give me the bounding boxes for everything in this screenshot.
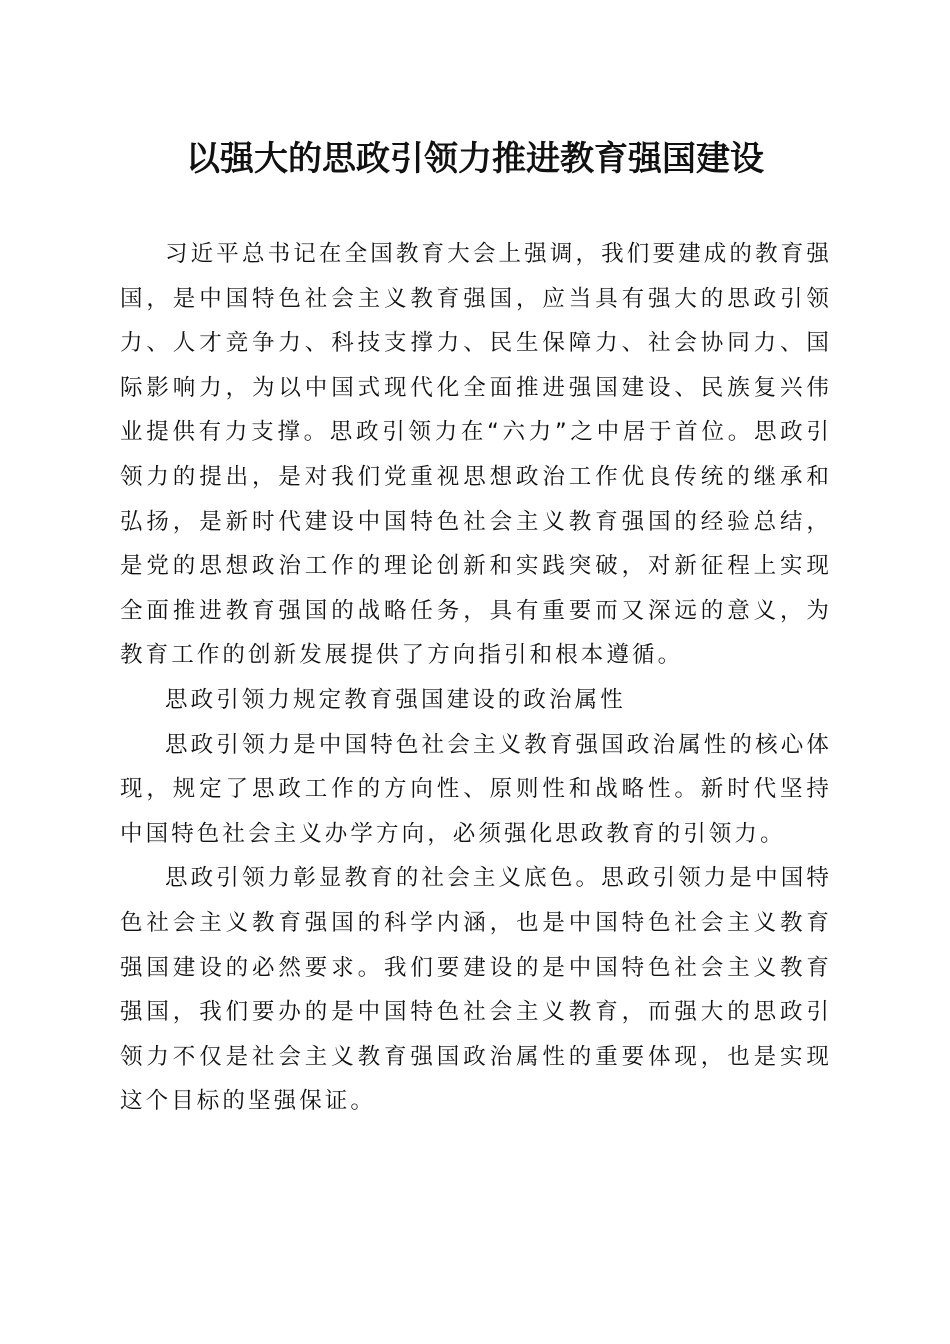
section-heading: 思政引领力规定教育强国建设的政治属性 [165, 686, 626, 713]
paragraph-socialist-character: 思政引领力彰显教育的社会主义底色。思政引领力是中国特色社会主义教育强国的科学内涵，也是中国特色社会主义教育强国建设的必然要求。我们要建设的是中国特色社会主义教育强国，我们要办的是中国特色社会主义教育，而强大的思政引领力不仅是社会主义教育强国政治属性的重要体现，也是实现这个目标的坚强保证。 [120, 865, 832, 1115]
paragraph-political-attribute: 思政引领力是中国特色社会主义教育强国政治属性的核心体现，规定了思政工作的方向性、原则性和战略性。新时代坚持中国特色社会主义办学方向，必须强化思政教育的引领力。 [120, 731, 832, 847]
document-title: 以强大的思政引领力推进教育强国建设 [186, 139, 764, 179]
paragraph-intro: 习近平总书记在全国教育大会上强调，我们要建成的教育强国，是中国特色社会主义教育强国，应当具有强大的思政引领力、人才竞争力、科技支撑力、民生保障力、社会协同力、国际影响力，为以中国式现代化全面推进强国建设、民族复兴伟业提供有力支撑。思政引领力在“六力”之中居于首位。思政引领力的提出，是对我们党重视思想政治工作优良传统的继承和弘扬，是新时代建设中国特色社会主义教育强国的经验总结，是党的思想政治工作的理论创新和实践突破，对新征程上实现全面推进教育强国的战略任务，具有重要而又深远的意义，为教育工作的创新发展提供了方向指引和根本遵循。 [120, 241, 832, 669]
document-body [120, 232, 832, 1124]
